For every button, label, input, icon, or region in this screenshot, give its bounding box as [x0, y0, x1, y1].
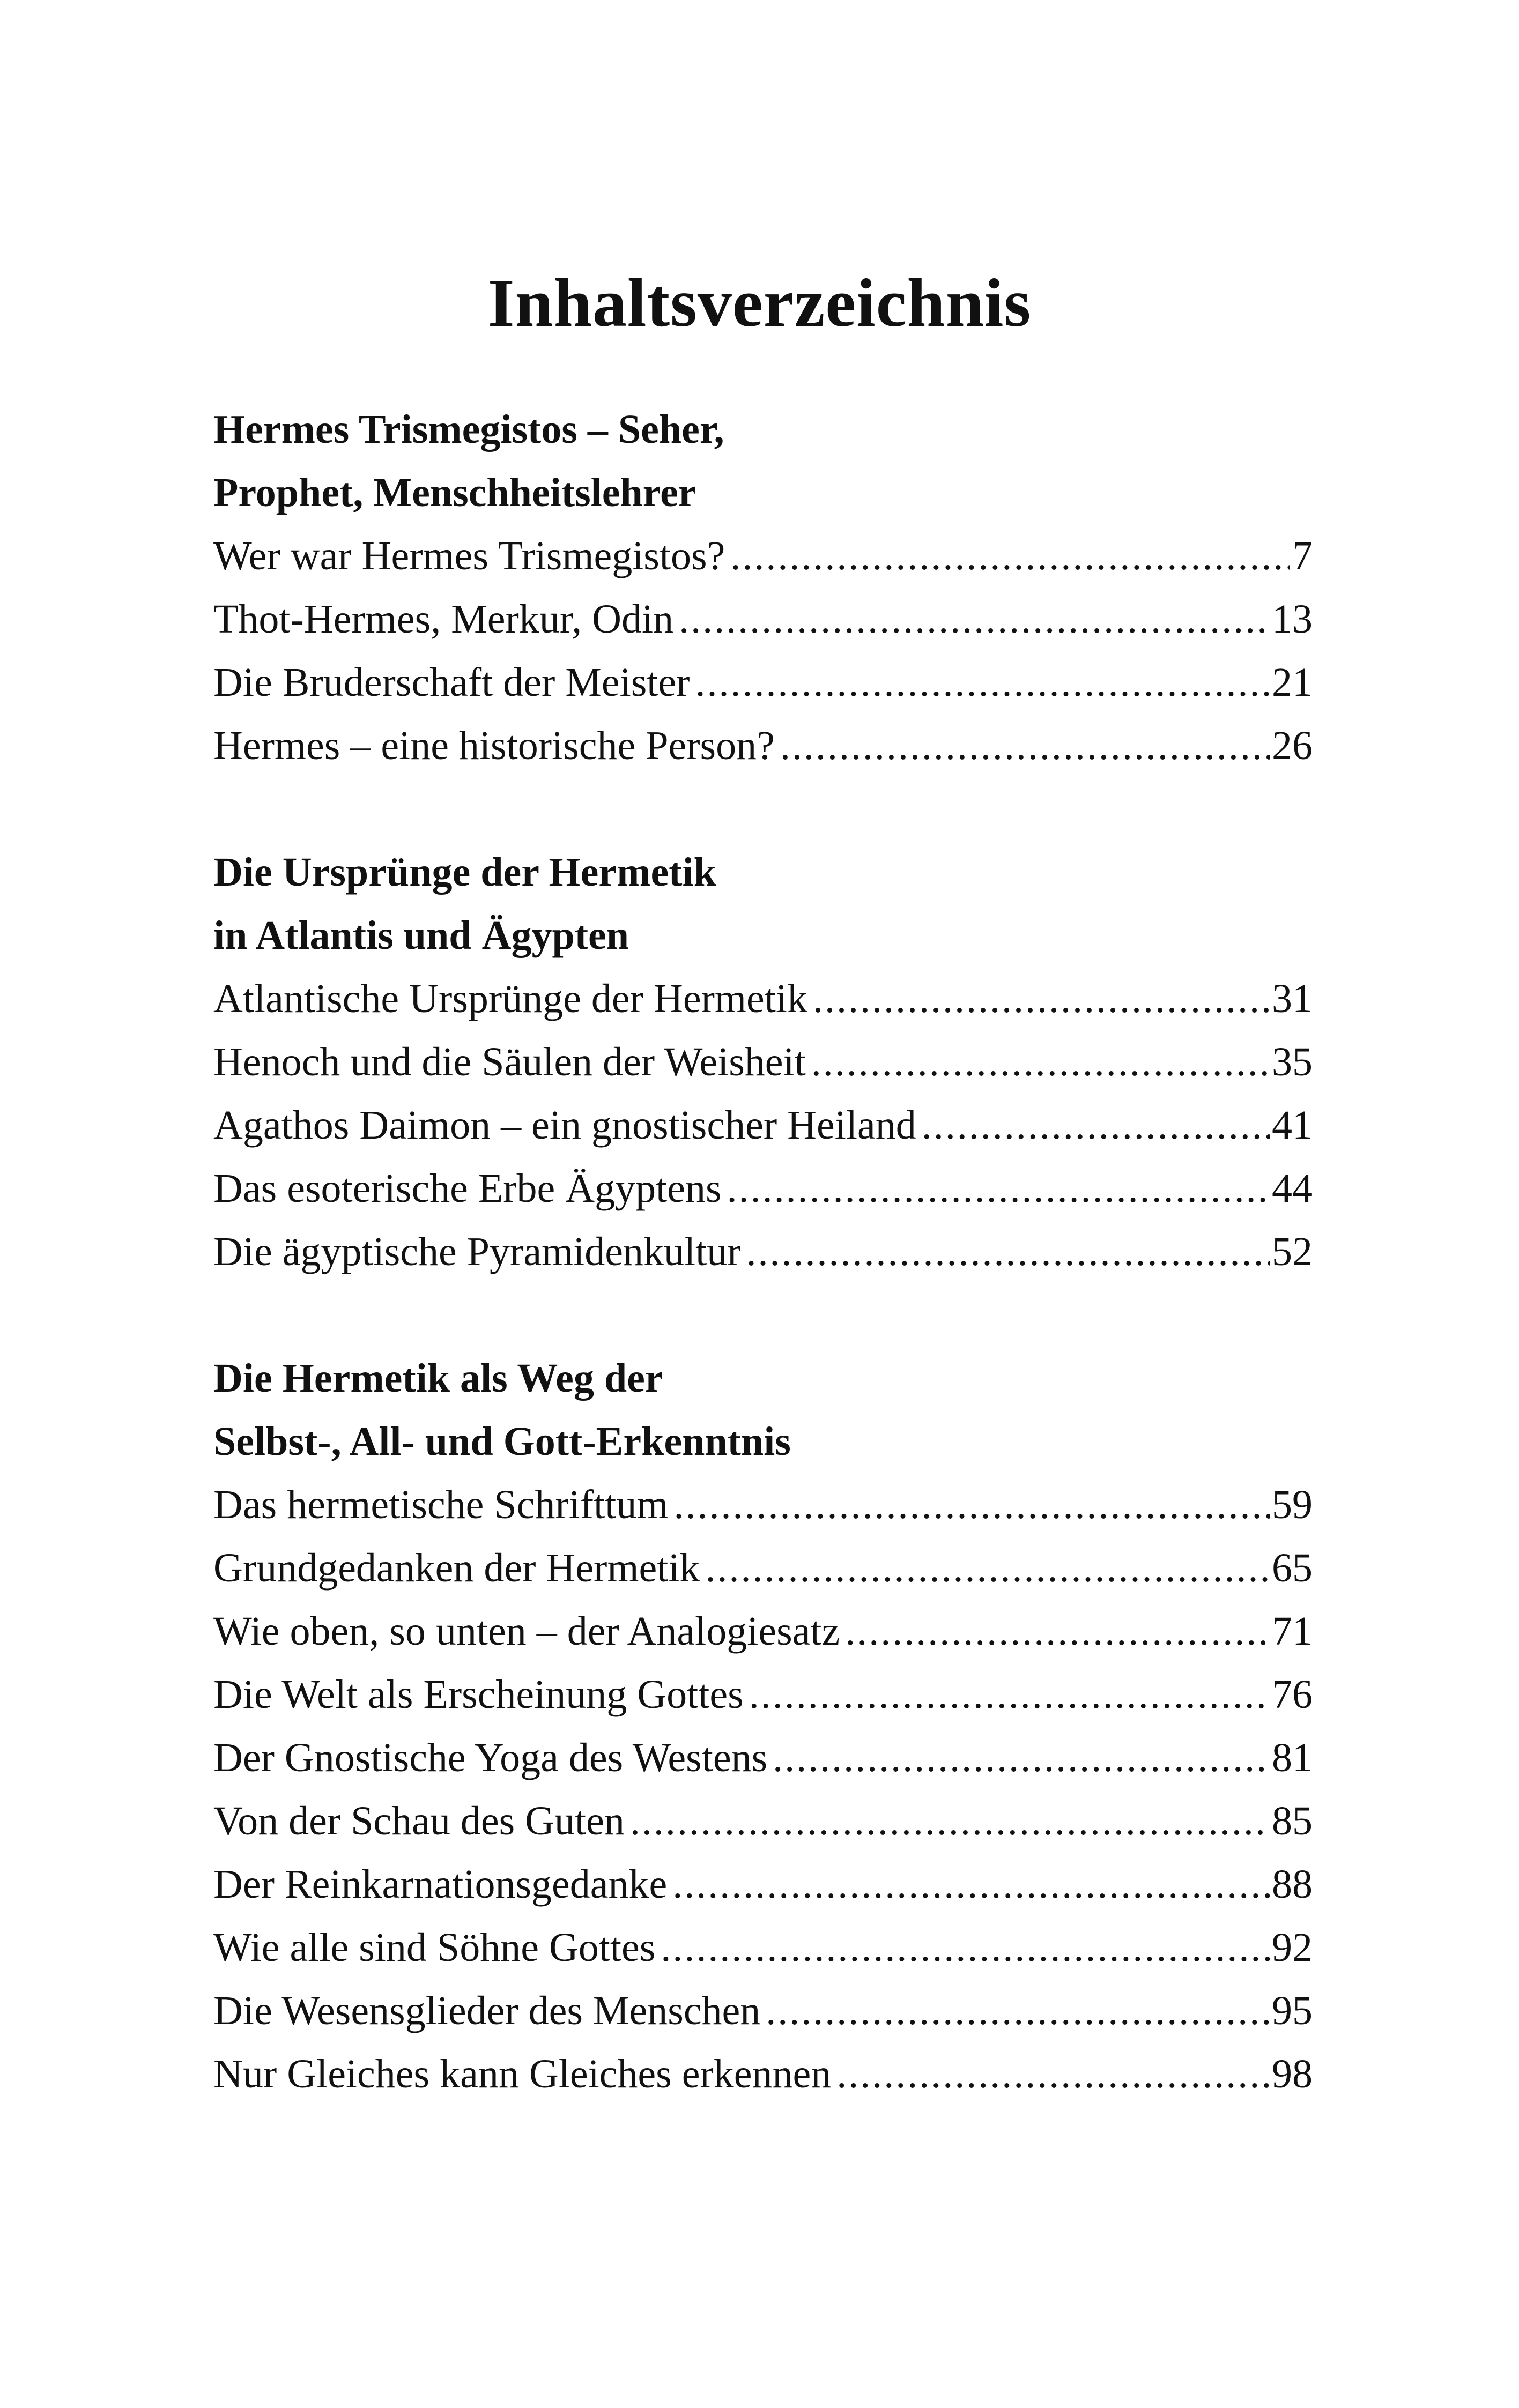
- section-title-line: Prophet, Menschheitslehrer: [213, 470, 696, 515]
- toc-entry-title: Atlantische Ursprünge der Hermetik: [213, 976, 807, 1021]
- toc-entry-title: Das hermetische Schrifttum: [213, 1482, 669, 1527]
- dot-leader: [730, 524, 1290, 588]
- section-title-line: Die Hermetik als Weg der: [213, 1356, 663, 1401]
- dot-leader: [780, 714, 1270, 777]
- toc-entry-title: Der Gnostische Yoga des Westens: [213, 1735, 768, 1780]
- section-title-line: in Atlantis und Ägypten: [213, 913, 629, 958]
- toc-entry-title: Agathos Daimon – ein gnostischer Heiland: [213, 1103, 916, 1148]
- toc-entry: [213, 2042, 1313, 2106]
- section-title-line: Hermes Trismegistos – Seher,: [213, 407, 724, 452]
- toc-entry-title: Die Bruderschaft der Meister: [213, 660, 690, 705]
- toc-entry: [213, 1726, 1313, 1789]
- dot-leader: [727, 1157, 1270, 1220]
- dot-leader: [630, 1789, 1270, 1853]
- dot-leader: [661, 1916, 1270, 1979]
- toc-entry-title: Von der Schau des Guten: [213, 1798, 625, 1844]
- toc-entry-title: Wer war Hermes Trismegistos?: [213, 533, 725, 578]
- toc-entry-page: 13: [1272, 597, 1313, 642]
- toc-entry: [213, 1094, 1313, 1157]
- dot-leader: [766, 1979, 1270, 2042]
- toc-entry-page: 52: [1272, 1229, 1313, 1274]
- dot-leader: [836, 2042, 1270, 2106]
- toc-entry-title: Grundgedanken der Hermetik: [213, 1545, 700, 1591]
- toc-entry: [213, 1536, 1313, 1600]
- table-of-contents: [213, 398, 1313, 2106]
- toc-entry: [213, 1030, 1313, 1094]
- toc-entry-page: 71: [1272, 1609, 1313, 1654]
- dot-leader: [705, 1536, 1270, 1600]
- toc-entry-page: 7: [1292, 533, 1313, 578]
- toc-entry-page: 88: [1272, 1862, 1313, 1907]
- dot-leader: [845, 1600, 1270, 1663]
- dot-leader: [679, 588, 1270, 651]
- toc-entry-title: Wie alle sind Söhne Gottes: [213, 1925, 656, 1970]
- toc-entry: [213, 967, 1313, 1030]
- toc-entry-page: 85: [1272, 1798, 1313, 1844]
- toc-entry-title: Das esoterische Erbe Ägyptens: [213, 1166, 722, 1211]
- dot-leader: [695, 651, 1270, 714]
- dot-leader: [746, 1220, 1270, 1283]
- toc-entry-page: 92: [1272, 1925, 1313, 1970]
- toc-entry: [213, 1157, 1313, 1220]
- toc-entry-page: 98: [1272, 2052, 1313, 2097]
- section-title-line: Die Ursprünge der Hermetik: [213, 850, 716, 895]
- dot-leader: [672, 1853, 1270, 1916]
- toc-entry: [213, 1600, 1313, 1663]
- toc-entry-page: 41: [1272, 1103, 1313, 1148]
- toc-entry-title: Die Welt als Erscheinung Gottes: [213, 1672, 744, 1717]
- page-title: Inhaltsverzeichnis: [487, 265, 1032, 341]
- toc-entry: [213, 1853, 1313, 1916]
- toc-entry-page: 81: [1272, 1735, 1313, 1780]
- toc-entry-page: 44: [1272, 1166, 1313, 1211]
- toc-entry-page: 76: [1272, 1672, 1313, 1717]
- dot-leader: [749, 1663, 1270, 1726]
- toc-entry-page: 26: [1272, 723, 1313, 768]
- toc-entry: [213, 1663, 1313, 1726]
- toc-entry-page: 21: [1272, 660, 1313, 705]
- toc-entry-title: Thot-Hermes, Merkur, Odin: [213, 597, 674, 642]
- toc-entry: [213, 588, 1313, 651]
- dot-leader: [922, 1094, 1270, 1157]
- section-title-line: Selbst-, All- und Gott-Erkenntnis: [213, 1419, 791, 1464]
- toc-section: [213, 841, 1313, 1283]
- toc-entry-title: Der Reinkarnationsgedanke: [213, 1862, 668, 1907]
- toc-entry-title: Nur Gleiches kann Gleiches erkennen: [213, 2052, 832, 2097]
- dot-leader: [673, 1473, 1270, 1536]
- toc-entry-title: Die Wesensglieder des Menschen: [213, 1988, 761, 2033]
- toc-entry-page: 59: [1272, 1482, 1313, 1527]
- toc-entry-page: 95: [1272, 1988, 1313, 2033]
- dot-leader: [813, 967, 1270, 1030]
- toc-entry-title: Wie oben, so unten – der Analogiesatz: [213, 1609, 840, 1654]
- toc-section: [213, 398, 1313, 777]
- toc-entry-title: Henoch und die Säulen der Weisheit: [213, 1039, 806, 1084]
- toc-section: [213, 1347, 1313, 2106]
- toc-entry: [213, 1789, 1313, 1853]
- toc-entry-page: 31: [1272, 976, 1313, 1021]
- dot-leader: [811, 1030, 1270, 1094]
- toc-entry: [213, 714, 1313, 777]
- toc-entry-title: Die ägyptische Pyramidenkultur: [213, 1229, 741, 1274]
- toc-entry-page: 35: [1272, 1039, 1313, 1084]
- toc-entry: [213, 1473, 1313, 1536]
- toc-entry-title: Hermes – eine historische Person?: [213, 723, 775, 768]
- toc-entry: [213, 1979, 1313, 2042]
- toc-entry: [213, 524, 1313, 588]
- toc-entry: [213, 651, 1313, 714]
- toc-entry-page: 65: [1272, 1545, 1313, 1591]
- dot-leader: [773, 1726, 1270, 1789]
- toc-entry: [213, 1916, 1313, 1979]
- toc-entry: [213, 1220, 1313, 1283]
